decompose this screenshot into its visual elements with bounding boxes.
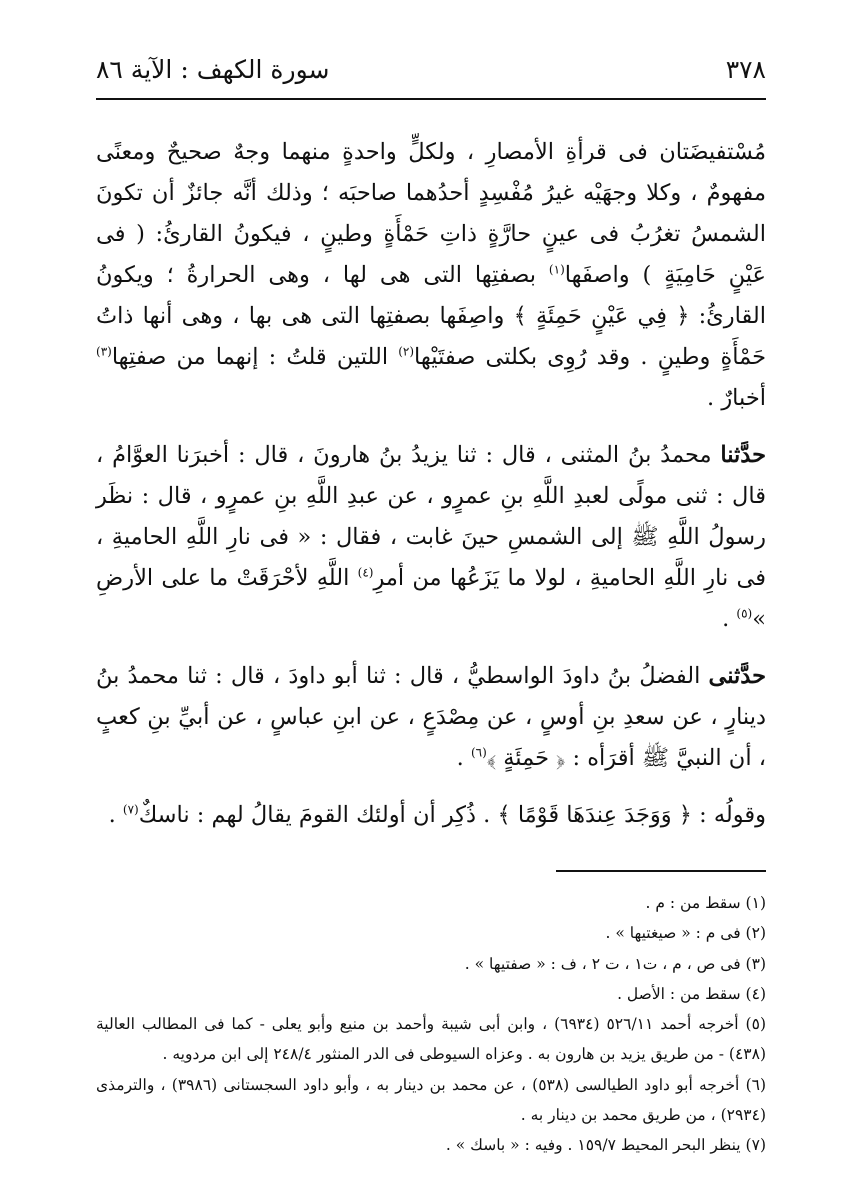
- paragraph-text-cont: .: [722, 606, 737, 632]
- paragraph-text: الفضلُ بنُ داودَ الواسطيُّ ، قال : ثنا أبو داودَ ، قال : ثنا محمدُ بنُ دينارٍ ، عن سعدِ بنِ أوسٍ ، عن مِصْدَعٍ ، عن ابنِ عباسٍ ، عن أبيِّ بنِ كعبٍ ، أن النبيَّ ﷺ أقرَأه : ﴿ حَمِئَةٍ ﴾: [96, 663, 766, 771]
- page-number: ٣٧٨: [725, 55, 766, 84]
- paragraph-text: محمدُ بنُ المثنى ، قال : ثنا يزيدُ بنُ هارونَ ، قال : أخبرَنا العوَّامُ ، قال : ثنى مولًى لعبدِ اللَّهِ بنِ عمرٍو ، عن عبدِ اللَّهِ بنِ عمرٍو ، قال : نظَر رسولُ اللَّهِ ﷺ إلى الشمسِ حينَ غابت ، فقال : « فى نارِ اللَّهِ الحاميةِ ، فى نارِ اللَّهِ الحاميةِ ، لولا ما يَزَعُها من أمرِ: [96, 442, 767, 591]
- paragraph-lead: حدَّثنى: [708, 663, 766, 689]
- footnote-3: (٣) فى ص ، م ، ت١ ، ت ٢ ، ف : « صفتيها » .: [464, 954, 766, 973]
- paragraph-lead: حدَّثنا: [720, 442, 766, 468]
- footnote-ref-6: (٦): [470, 745, 487, 760]
- footnote-ref-4: (٤): [357, 565, 374, 580]
- footnote-ref-7: (٧): [122, 802, 139, 817]
- paragraph-3: [96, 656, 766, 779]
- paragraph-text-cont: .: [456, 745, 471, 771]
- paragraph-text-cont: .: [108, 802, 123, 828]
- footnote-1: (١) سقط من : م .: [645, 894, 766, 912]
- footnotes: [96, 888, 766, 1161]
- paragraph-text-cont: بصفتِها التى هى لها ، وهى الحرارةُ ؛ ويكونُ القارئُ: ﴿ فِي عَيْنٍ حَمِئَةٍ ﴾ واصِفَها بصفتِها التى هى بها ، وهى أنها ذاتُ حَمْأَةٍ وطينٍ . وقد رُوِى بكلتى صفتَيْها: [96, 262, 767, 370]
- paragraph-text-cont: اللَّهِ لأحْرَقَتْ ما على الأرضِ »: [96, 565, 766, 632]
- paragraph-2: [96, 435, 766, 640]
- footnote-ref-1: (١): [548, 262, 565, 277]
- paragraph-text-cont: أخبارٌ .: [707, 385, 766, 411]
- main-text: [96, 132, 766, 836]
- footnote-ref-3: (٣): [96, 344, 112, 359]
- footnote-divider: [556, 870, 766, 872]
- paragraph-text: وقولُه : ﴿ وَوَجَدَ عِندَهَا قَوْمًا ﴾ . ذُكِر أن أولئك القومَ يقالُ لهم : ناسكٌ: [138, 802, 766, 828]
- paragraph-4: [96, 795, 766, 836]
- footnote-4: (٤) سقط من : الأصل .: [617, 984, 766, 1003]
- surah-title: سورة الكهف : الآية ٨٦: [96, 55, 330, 84]
- footnote-ref-2: (٢): [398, 344, 415, 359]
- page-header: [96, 50, 766, 90]
- paragraph-text-cont: اللتين قلتُ : إنهما من صفتِها: [111, 344, 399, 370]
- footnote-ref-5: (٥): [736, 606, 753, 621]
- book-page: [96, 50, 766, 1161]
- footnote-2: (٢) فى م : « صيغتيها » .: [605, 924, 766, 943]
- footnote-7: (٧) ينظر البحر المحيط ١٥٩/٧ . وفيه : « باسك » .: [445, 1136, 766, 1155]
- header-divider: [96, 98, 766, 100]
- paragraph-1: [96, 132, 766, 419]
- footnote-6: (٦) أخرجه أبو داود الطيالسى (٥٣٨) ، عن محمد بن دينار به ، وأبو داود السجستانى (٣٩٨٦) ، والترمذى (٢٩٣٤) ، من طريق محمد بن دينار به .: [96, 1075, 767, 1125]
- paragraph-text: مُسْتفيضَتان فى قرأةِ الأمصارِ ، ولكلٍّ واحدةٍ منهما وجهٌ صحيحٌ ومعنًى مفهومٌ ، وكلا وجهَيْه غيرُ مُفْسِدٍ أحدُهما صاحبَه ؛ وذلك أنَّه جائزٌ أن تكونَ الشمسُ تغرُبُ فى عينٍ حارَّةٍ ذاتِ حَمْأَةٍ وطينٍ ، فيكونُ القارئُ: ( فى عَيْنٍ حَامِيَةٍ ) واصفَها: [96, 139, 766, 288]
- footnote-5: (٥) أخرجه أحمد ٥٢٦/١١ (٦٩٣٤) ، وابن أبى شيبة وأحمد بن منيع وأبو يعلى - كما فى المطالب العالية (٤٣٨) - من طريق يزيد بن هارون به . وعزاه السيوطى فى الدر المنثور ٢٤٨/٤ إلى ابن مردويه .: [96, 1015, 766, 1064]
